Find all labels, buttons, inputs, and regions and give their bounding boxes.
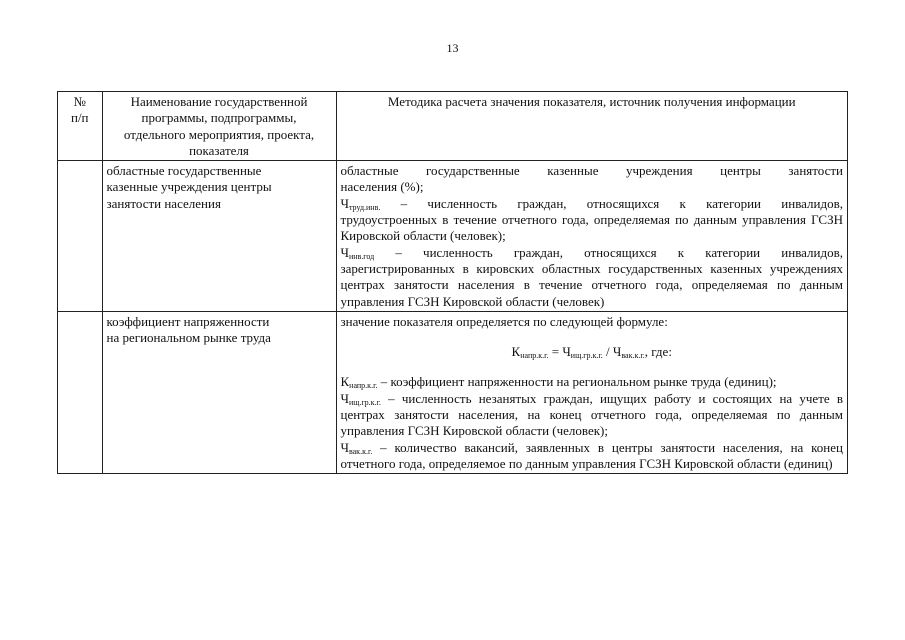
- indicator-name-cell: [102, 161, 336, 312]
- variable-subscript: инв.год: [348, 251, 375, 261]
- formula-subscript: напр.к.г.: [520, 351, 549, 361]
- variable-subscript: напр.к.г.: [349, 381, 378, 391]
- header-number-line1: №: [73, 94, 86, 109]
- formula-subscript: ищ.гр.к.г.: [570, 351, 603, 361]
- variable-text: – коэффициент напряженности на региональном рынке труда (единиц);: [377, 374, 777, 390]
- header-name-line: показателя: [189, 142, 249, 158]
- indicator-name-line: на региональном рынке труда: [106, 330, 271, 346]
- row-number-cell: [58, 161, 103, 312]
- formula: [341, 344, 844, 360]
- indicator-table: [57, 91, 848, 474]
- variable-definition: [341, 374, 844, 390]
- variable-subscript: ищ.гр.к.г.: [348, 397, 381, 407]
- formula-operator: =: [548, 344, 563, 360]
- indicator-name-line: областные государственные: [106, 163, 262, 179]
- indicator-name-line: коэффициент напряженности: [106, 313, 270, 329]
- method-text: населения (%);: [340, 179, 424, 195]
- variable-symbol: К: [340, 374, 350, 390]
- variable-definition: [341, 391, 844, 440]
- method-intro: значение показателя определяется по следующей формуле:: [340, 313, 668, 329]
- row-number-cell: [58, 311, 103, 473]
- formula-symbol: Ч: [562, 344, 571, 360]
- variable-definition: [341, 440, 844, 473]
- header-number: [58, 92, 103, 161]
- header-name: [102, 92, 336, 161]
- header-name-line: программы, подпрограммы,: [141, 110, 297, 126]
- formula-operator: /: [602, 344, 613, 360]
- variable-symbol: Ч: [340, 195, 349, 211]
- variable-text: – количество вакансий, заявленных в центры занятости населения, на конец отчетного года, определяемое по данным управления ГСЗН Кировской области (единиц): [340, 439, 843, 471]
- variable-text: трудоустроенных в течение отчетного года, определяемая по данным управления ГСЗН Кировской области (человек);: [340, 212, 843, 244]
- variable-symbol: Ч: [340, 390, 349, 406]
- variable-subscript: труд.инв.: [348, 202, 381, 212]
- variable-symbol: Ч: [340, 244, 349, 260]
- indicator-name-line: занятости населения: [106, 195, 221, 211]
- variable-text: зарегистрированных в кировских областных государственных казенных учреждениях центрах занятости населения в течение отчетного года, определяемая по данным управления ГСЗН Кировской области (человек): [340, 260, 843, 309]
- header-name-line: Наименование государственной: [130, 94, 308, 109]
- header-number-line2: п/п: [70, 110, 89, 126]
- variable-text: – численность граждан, относящихся к категории инвалидов,: [374, 244, 843, 260]
- table-header-row: [58, 92, 848, 161]
- indicator-name-line: казенные учреждения центры: [106, 179, 272, 195]
- header-name-line: отдельного мероприятия, проекта,: [123, 126, 315, 142]
- variable-text: – численность граждан, относящихся к категории инвалидов,: [380, 195, 843, 211]
- method-cell: [336, 161, 848, 312]
- variable-subscript: вак.к.г.: [348, 446, 373, 456]
- formula-tail: , где:: [644, 344, 672, 360]
- formula-symbol: К: [511, 344, 521, 360]
- variable-symbol: Ч: [340, 439, 349, 455]
- page-number: 13: [446, 41, 459, 55]
- variable-definition: [341, 245, 844, 261]
- method-text: областные государственные казенные учреждения центры занятости: [340, 163, 843, 179]
- formula-subscript: вак.к.г.: [621, 351, 645, 361]
- indicator-name-cell: [102, 311, 336, 473]
- variable-text: – численность незанятых граждан, ищущих работу и состоящих на учете в центрах занятости населения, на конец отчетного года, определяемая по данным управления ГСЗН Кировской области (человек);: [340, 390, 843, 439]
- header-method: Методика расчета значения показателя, источник получения информации: [336, 92, 848, 161]
- method-cell: [336, 311, 848, 473]
- table-row: [58, 161, 848, 312]
- variable-definition: [341, 196, 844, 212]
- formula-symbol: Ч: [612, 344, 622, 360]
- table-row: [58, 311, 848, 473]
